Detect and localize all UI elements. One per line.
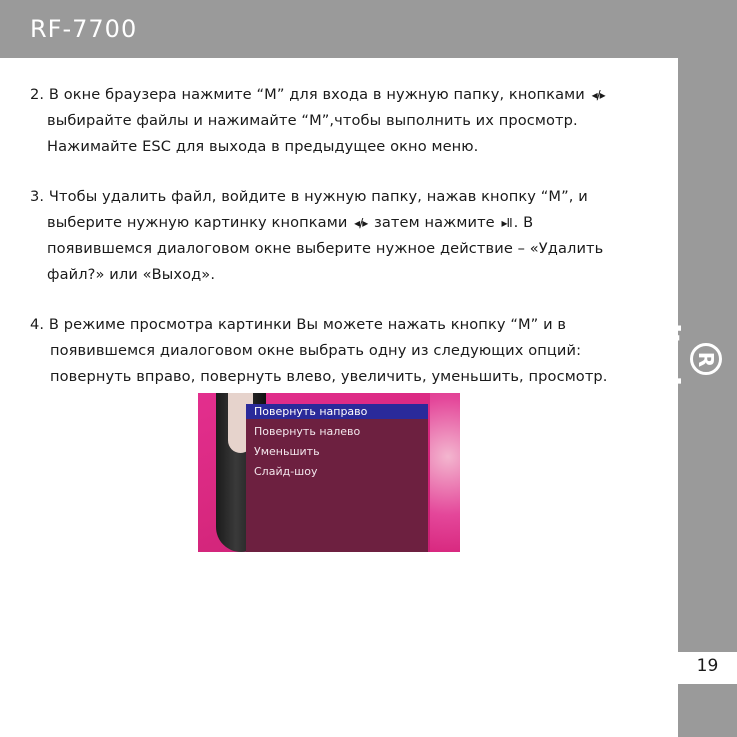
prev-next-icon: ◂/▸ xyxy=(591,88,605,102)
instruction-text: появившемся диалоговом окне выберите нужное действие – «Удалить xyxy=(47,240,604,257)
menu-item-zoom-out[interactable]: Уменьшить xyxy=(254,445,320,458)
header-bar xyxy=(0,0,737,58)
side-bar xyxy=(678,58,737,737)
instruction-item-4 xyxy=(30,312,670,390)
instruction-text: появившемся диалоговом окне выбрать одну из следующих опций: xyxy=(50,342,582,359)
instruction-text: затем нажмите xyxy=(374,214,495,231)
instruction-text: 2. В окне браузера нажмите “М” для входа в нужную папку, кнопками xyxy=(30,86,585,103)
instruction-text: выберите нужную картинку кнопками xyxy=(47,214,348,231)
instructions xyxy=(30,82,670,414)
menu-item-slideshow[interactable]: Слайд-шоу xyxy=(254,465,318,478)
instruction-text: файл?» или «Выход». xyxy=(47,266,216,283)
context-menu xyxy=(246,404,428,552)
menu-item-rotate-right[interactable]: Повернуть направо xyxy=(246,404,428,419)
instruction-text: Нажимайте ESC для выхода в предыдущее окно меню. xyxy=(47,138,479,155)
page-number-box xyxy=(678,652,737,684)
brand-logo: Ritmix xyxy=(687,323,727,393)
instruction-text: 3. Чтобы удалить файл, войдите в нужную папку, нажав кнопку “М”, и xyxy=(30,188,588,205)
instruction-text: 4. В режиме просмотра картинки Вы можете нажать кнопку “М” и в xyxy=(30,316,567,333)
page-number: 19 xyxy=(696,656,719,676)
menu-item-rotate-left[interactable]: Повернуть налево xyxy=(254,425,361,438)
instruction-text: повернуть вправо, повернуть влево, увеличить, уменьшить, просмотр. xyxy=(50,368,608,385)
device-screen-image xyxy=(198,393,460,552)
model-name: RF-7700 xyxy=(30,15,138,43)
instruction-text: выбирайте файлы и нажимайте “М”,чтобы выполнить их просмотр. xyxy=(47,112,578,129)
instruction-text: . В xyxy=(513,214,534,231)
prev-next-icon: ◂/▸ xyxy=(354,216,368,230)
instruction-item-3 xyxy=(30,184,670,288)
photo-decoration xyxy=(430,393,460,552)
instruction-item-2 xyxy=(30,82,670,160)
play-pause-icon: ▸II xyxy=(501,216,512,230)
